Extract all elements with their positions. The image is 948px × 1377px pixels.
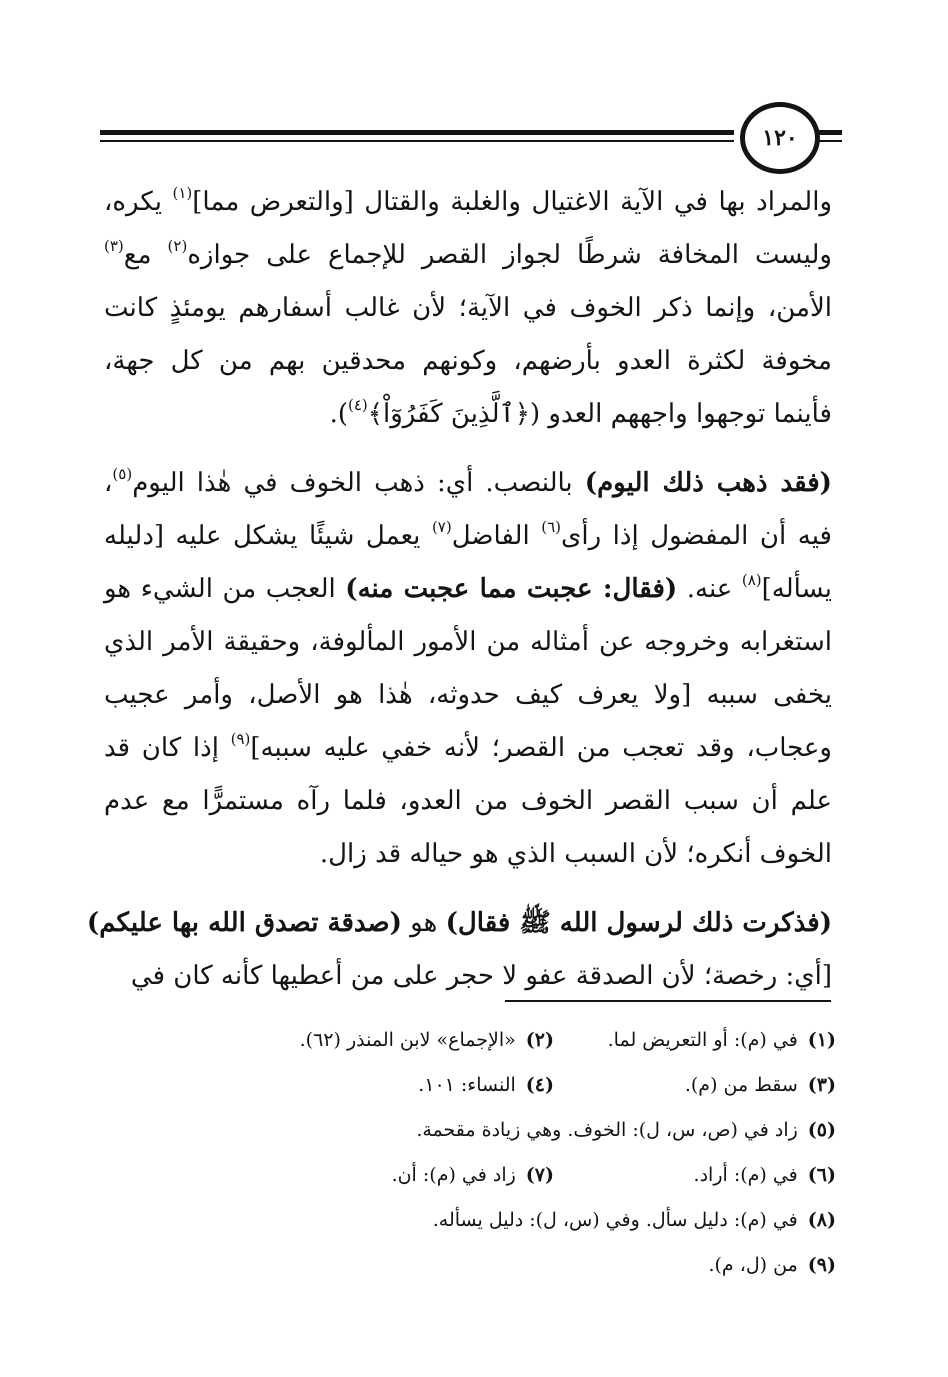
text-line	[104, 335, 832, 388]
footnote-text: من (ل، م).	[708, 1254, 798, 1276]
footnote-number: (٣)	[807, 1074, 836, 1096]
footnote-ref: (٧)	[431, 518, 452, 536]
text-line	[86, 897, 832, 950]
text-segment: استغرابه وخروجه عن أمثاله من الأمور المألوفة، وحقيقة الأمر الذي	[104, 627, 832, 657]
footnotes	[116, 1018, 836, 1288]
header-rule-thick	[100, 130, 734, 135]
footnote-row	[116, 1018, 836, 1063]
text-segment: [أي: رخصة؛ لأن الصدقة عفو لا حجر على من أعطيها كأنه كان في	[130, 961, 832, 991]
text-segment: علم أن سبب القصر الخوف من العدو، فلما رآه مستمرًّا مع عدم	[104, 786, 832, 816]
text-line	[104, 950, 832, 1003]
text-line	[104, 616, 832, 669]
page-number-badge	[740, 102, 820, 174]
footnote-ref: (٣)	[104, 237, 124, 255]
footnote-ref: (٦)	[541, 518, 562, 536]
text-segment: مع	[123, 240, 168, 270]
footnote-number: (١)	[807, 1029, 836, 1051]
page-number: ١٢٠	[762, 125, 798, 151]
footnote-ref: (١)	[172, 184, 193, 202]
text-segment: هو	[401, 908, 446, 938]
hadith-quote: (فذكرت ذلك لرسول الله ﷺ فقال)	[445, 908, 832, 938]
text-line	[104, 775, 832, 828]
footnote-row	[116, 1153, 836, 1198]
text-segment: بالنصب. أي: ذهب الخوف في هٰذا اليوم	[132, 468, 585, 498]
text-segment: ،	[104, 468, 113, 498]
text-line	[104, 510, 832, 563]
text-segment: فيه أن المفضول إذا رأى	[561, 521, 832, 551]
footnote-number: (٧)	[525, 1164, 554, 1186]
page-header	[100, 100, 842, 180]
text-line	[104, 828, 832, 881]
text-segment: الفاضل	[451, 521, 542, 551]
footnote-row	[116, 1108, 836, 1153]
footnote	[554, 1063, 836, 1108]
text-line	[104, 282, 832, 335]
footnote-text: النساء: ١٠١.	[418, 1074, 516, 1096]
footnote-text: زاد في (ص، س، ل): الخوف. وهي زيادة مقحمة.	[416, 1119, 798, 1141]
footnote-number: (٩)	[807, 1254, 836, 1276]
footnote-row	[116, 1243, 836, 1288]
footnote-ref: (٥)	[112, 465, 133, 483]
text-segment: وليست المخافة شرطًا لجواز القصر للإجماع على جوازه	[187, 240, 832, 270]
footnote-text: في (م): أراد.	[693, 1164, 798, 1186]
hadith-quote: (فقد ذهب ذلك اليوم)	[584, 468, 832, 498]
footnote-number: (٦)	[807, 1164, 836, 1186]
text-segment: ).	[329, 399, 348, 429]
footnote-text: «الإجماع» لابن المنذر (٦٢).	[299, 1029, 516, 1051]
text-line	[104, 669, 832, 722]
text-segment: يعمل شيئًا يشكل عليه [دليله	[104, 521, 432, 551]
text-line	[104, 229, 832, 282]
footnote-text: زاد في (م): أن.	[391, 1164, 516, 1186]
main-text	[86, 176, 832, 1003]
paragraph	[104, 457, 832, 881]
footnote	[554, 1153, 836, 1198]
footnote-separator	[505, 1000, 831, 1002]
footnote-number: (٥)	[807, 1119, 836, 1141]
text-segment: إذا كان قد	[104, 733, 231, 763]
header-rule-thin	[100, 140, 734, 142]
text-line	[104, 176, 832, 229]
hadith-quote: (فقال: عجبت مما عجبت منه)	[345, 574, 678, 604]
footnote-ref: (٨)	[741, 571, 762, 589]
text-line	[104, 388, 832, 441]
text-segment: عنه.	[677, 574, 742, 604]
text-segment: الخوف أنكره؛ لأن السبب الذي هو حياله قد زال.	[319, 839, 832, 869]
footnote-ref: (٩)	[230, 730, 251, 748]
footnote-text: في (م): أو التعريض لما.	[607, 1029, 798, 1051]
footnote	[416, 1108, 836, 1153]
text-segment: يسأله]	[761, 574, 832, 604]
footnote-text: سقط من (م).	[684, 1074, 798, 1096]
footnote-number: (٤)	[525, 1074, 554, 1096]
text-line	[104, 457, 832, 510]
text-segment: مخوفة لكثرة العدو بأرضهم، وكونهم محدقين بهم من كل جهة،	[104, 346, 832, 376]
text-segment: والمراد بها في الآية الاغتيال والغلبة والقتال [والتعرض مما]	[192, 187, 832, 217]
text-line	[104, 722, 832, 775]
footnote-text: في (م): دليل سأل. وفي (س، ل): دليل يسأله.	[432, 1209, 798, 1231]
hadith-quote: (صدقة تصدق الله بها عليكم)	[86, 908, 402, 938]
paragraph	[104, 176, 832, 441]
text-segment: وعجاب، وقد تعجب من القصر؛ لأنه خفي عليه سببه]	[250, 733, 832, 763]
footnote-ref: (٤)	[348, 396, 368, 414]
footnote	[418, 1063, 554, 1108]
text-segment: الأمن، وإنما ذكر الخوف في الآية؛ لأن غالب أسفارهم يومئذٍ كانت	[104, 293, 832, 323]
footnote	[300, 1018, 554, 1063]
footnote	[392, 1153, 554, 1198]
paragraph	[86, 897, 832, 1003]
footnote-row	[116, 1198, 836, 1243]
footnote	[433, 1198, 836, 1243]
footnote	[554, 1018, 836, 1063]
text-segment: يخفى سببه [ولا يعرف كيف حدوثه، هٰذا هو الأصل، وأمر عجيب	[104, 680, 832, 710]
footnote-row	[116, 1063, 836, 1108]
footnote-number: (٢)	[525, 1029, 554, 1051]
text-line	[104, 563, 832, 616]
text-segment: العجب من الشيء هو	[104, 574, 346, 604]
footnote-ref: (٢)	[167, 237, 188, 255]
footnote-number: (٨)	[807, 1209, 836, 1231]
footnote	[708, 1243, 836, 1288]
text-segment: يكره،	[104, 187, 173, 217]
text-segment: فأينما توجهوا واجههم العدو (﴿ٱلَّذِينَ كَفَرُوٓاْ﴾	[367, 399, 832, 429]
